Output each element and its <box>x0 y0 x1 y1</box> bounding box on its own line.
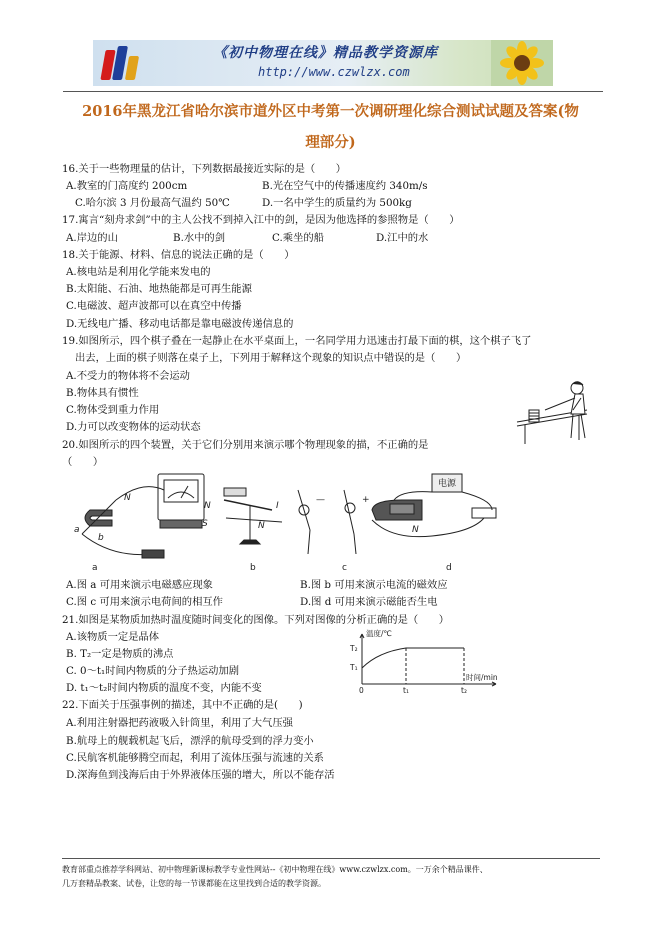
q18-option-a: A.核电站是利用化学能来发电的 <box>66 266 211 278</box>
q21-option-b: B. T₂一定是物质的沸点 <box>66 648 174 660</box>
logo-icon-bar <box>125 56 139 80</box>
q16-option-a: A.教室的门高度约 200cm <box>66 180 188 192</box>
svg-text:S: S <box>202 519 208 529</box>
graph-xtick-0: 0 <box>359 686 364 694</box>
q21-option-c: C. 0～t₁时间内物质的分子热运动加剧 <box>66 665 240 677</box>
q16-stem: 16.关于一些物理量的估计，下列数据最接近实际的是（ ） <box>62 163 347 175</box>
title-line-2: 理部分) <box>305 134 356 151</box>
q22-option-b: B.航母上的舰载机起飞后，漂浮的航母受到的浮力变小 <box>66 735 314 747</box>
q19-stem-line-2: 出去，上面的棋子则落在桌子上，下列用于解释这个现象的知识点中错误的是（ ） <box>75 352 467 364</box>
svg-text:b: b <box>98 533 104 543</box>
sunflower-icon <box>491 40 553 86</box>
q20-option-a: A.图 a 可用来演示电磁感应现象 <box>66 579 213 591</box>
svg-text:I: I <box>276 501 279 511</box>
q16-option-b: B.光在空气中的传播速度约 340m/s <box>262 180 428 192</box>
q22-option-a: A.利用注射器把药液吸入针筒里，利用了大气压强 <box>66 717 293 729</box>
svg-text:N: N <box>204 501 211 511</box>
q17-option-d: D.江中的水 <box>376 232 429 244</box>
graph-xtick-t1: t₁ <box>403 686 409 694</box>
graph-xlabel: 时间/min <box>466 673 498 682</box>
power-label: 电源 <box>437 479 457 489</box>
footer-line-2: 几万套精品教案、试卷，让您的每一节课都能在这里找到合适的教学资源。 <box>62 879 326 888</box>
graph-ylabel: 温度/℃ <box>366 629 392 638</box>
svg-text:—: — <box>316 495 325 505</box>
header-rule <box>63 91 603 92</box>
q20-stem-line-2: （ ） <box>62 456 104 468</box>
q18-option-c: C.电磁波、超声波都可以在真空中传播 <box>66 300 242 312</box>
svg-text:N: N <box>412 525 419 535</box>
q20-option-c: C.图 c 可用来演示电荷间的相互作 <box>66 596 223 608</box>
q20-option-b: B.图 b 可用来演示电流的磁效应 <box>300 579 448 591</box>
document-title <box>40 96 621 158</box>
q22-option-d: D.深海鱼到浅海后由于外界液体压强的增大，所以不能存活 <box>66 769 335 781</box>
q21-temperature-graph <box>348 628 503 694</box>
page-footer <box>62 863 602 891</box>
q20-figures <box>72 470 542 576</box>
footer-rule <box>62 858 600 859</box>
q18-option-b: B.太阳能、石油、地热能都是可再生能源 <box>66 283 252 295</box>
footer-line-1: 教育部重点推荐学科网站、初中物理新课标教学专业性网站--《初中物理在线》www.czwlzx.com。一万余个精品课件、 <box>62 865 488 874</box>
q22-option-c: C.民航客机能够腾空而起，利用了流体压强与流速的关系 <box>66 752 324 764</box>
q19-option-b: B.物体具有惯性 <box>66 387 139 399</box>
q21-stem: 21.如图是某物质加热时温度随时间变化的图像。下列对图像的分析正确的是（ ） <box>62 614 450 626</box>
q18-option-d: D.无线电广播、移动电话都是靠电磁波传递信息的 <box>66 318 294 330</box>
q16-option-d: D.一名中学生的质量约为 500kg <box>262 197 412 209</box>
q21-option-d: D. t₁～t₂时间内物质的温度不变，内能不变 <box>66 682 262 694</box>
svg-text:N: N <box>124 493 131 503</box>
fig-label-c: c <box>342 563 347 573</box>
site-banner <box>93 40 553 86</box>
q17-option-c: C.乘坐的船 <box>272 232 324 244</box>
graph-ytick-T2: T₂ <box>350 644 358 653</box>
q19-option-a: A.不受力的物体将不会运动 <box>66 370 190 382</box>
q17-option-b: B.水中的剑 <box>173 232 226 244</box>
q17-option-a: A.岸边的山 <box>66 232 118 244</box>
q19-stem-line-1: 19.如图所示，四个棋子叠在一起静止在水平桌面上，一名同学用力迅速击打最下面的棋，这个棋子飞了 <box>62 335 532 347</box>
svg-text:N: N <box>258 521 265 531</box>
q19-option-d: D.力可以改变物体的运动状态 <box>66 421 201 433</box>
graph-ytick-T1: T₁ <box>350 663 358 672</box>
title-line-1: 2016年黑龙江省哈尔滨市道外区中考第一次调研理化综合测试试题及答案(物 <box>82 103 579 120</box>
q16-option-c: C.哈尔滨 3 月份最高气温约 50℃ <box>75 197 230 209</box>
fig-label-d: d <box>446 563 452 573</box>
q19-figure <box>515 380 605 446</box>
q18-stem: 18.关于能源、材料、信息的说法正确的是（ ） <box>62 249 295 261</box>
banner-title: 《初中物理在线》精品教学资源库 <box>213 45 438 61</box>
q20-stem-line-1: 20.如图所示的四个装置，关于它们分别用来演示哪个物理现象的描，不正确的是 <box>62 439 429 451</box>
graph-xtick-t2: t₂ <box>461 686 467 694</box>
svg-text:+: + <box>362 495 370 505</box>
svg-text:a: a <box>74 525 80 535</box>
banner-url: http://www.czwlzx.com <box>258 65 410 79</box>
q21-option-a: A.该物质一定是晶体 <box>66 631 160 643</box>
q22-stem: 22.下面关于压强事例的描述，其中不正确的是( ) <box>62 699 303 711</box>
q19-option-c: C.物体受到重力作用 <box>66 404 160 416</box>
fig-label-b: b <box>250 563 256 573</box>
fig-label-a: a <box>92 563 98 573</box>
q20-option-d: D.图 d 可用来演示磁能否生电 <box>300 596 438 608</box>
q17-stem: 17.寓言“刻舟求剑”中的主人公找不到掉入江中的剑，是因为他选择的参照物是（ ） <box>62 214 460 226</box>
